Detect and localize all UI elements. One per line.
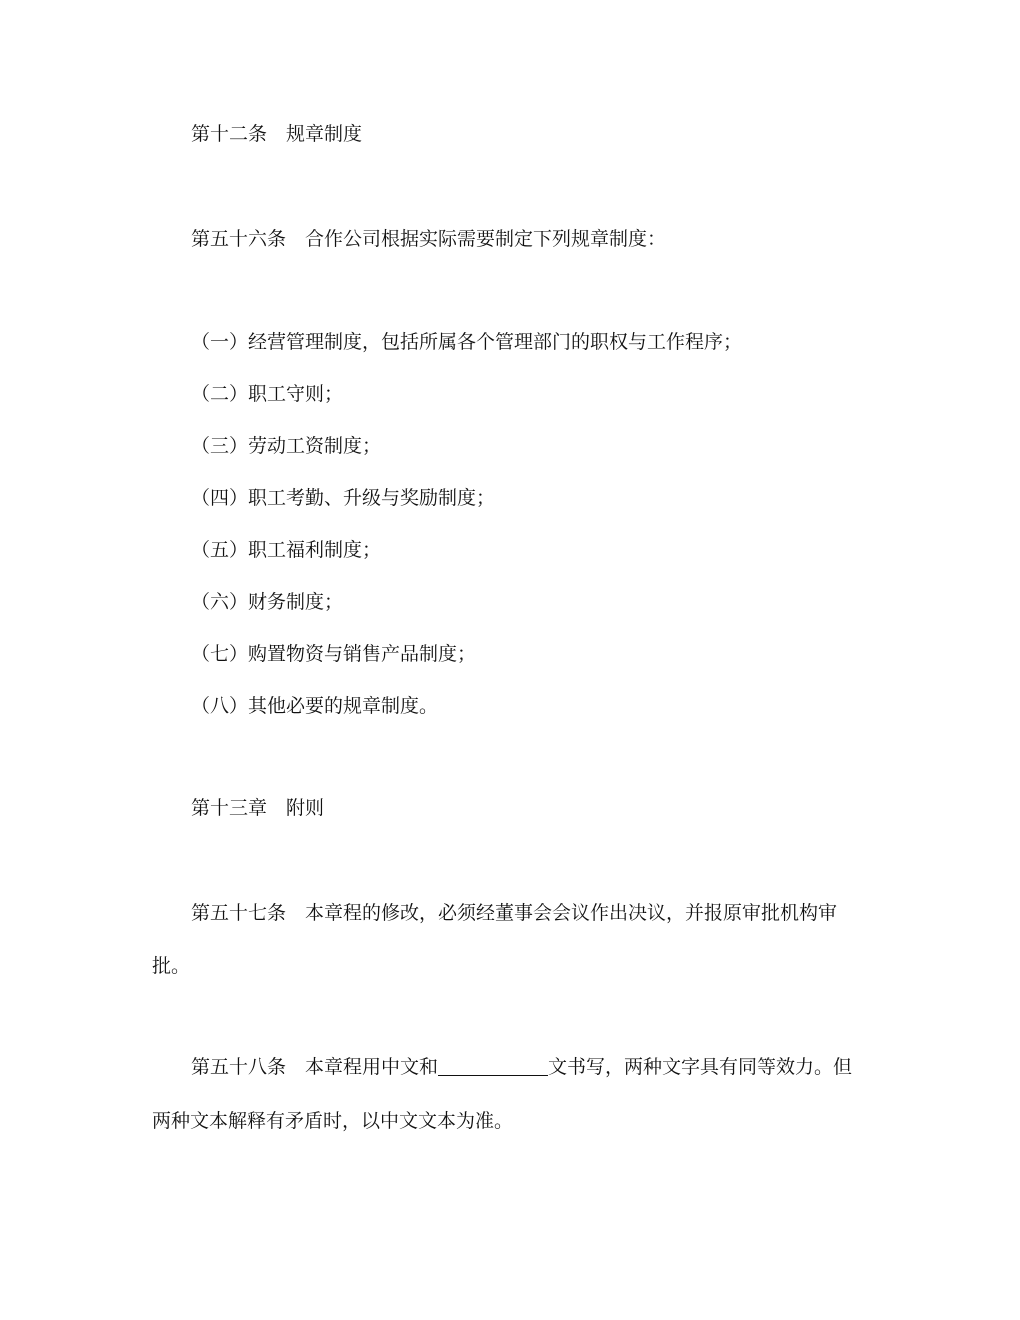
list-item: （五）职工福利制度； — [191, 539, 382, 561]
fill-in-blank — [438, 1055, 548, 1076]
article-title: 规章制度 — [286, 123, 363, 145]
article-56 — [191, 225, 666, 253]
list-item: （一）经营管理制度，包括所属各个管理部门的职权与工作程序； — [191, 331, 743, 353]
article-text: 文书写，两种文字具有同等效力。但 — [548, 1056, 853, 1078]
article-text: 本章程的修改，必须经董事会会议作出决议，并报原审批机构审 — [305, 902, 838, 924]
chapter-13-heading — [191, 794, 324, 822]
article-text: 合作公司根据实际需要制定下列规章制度： — [305, 228, 667, 250]
chapter-number: 第十三章 — [191, 797, 268, 819]
article-number: 第五十七条 — [191, 902, 287, 924]
list-item: （八）其他必要的规章制度。 — [191, 695, 439, 717]
article-text: 本章程用中文和 — [305, 1056, 439, 1078]
article-number: 第十二条 — [191, 123, 268, 145]
article-number: 第五十八条 — [191, 1056, 287, 1078]
chapter-title: 附则 — [286, 797, 325, 819]
article-number: 第五十六条 — [191, 228, 287, 250]
list-item: （二）职工守则； — [191, 383, 344, 405]
article-57-line-1 — [191, 899, 837, 927]
article-58-line-1 — [191, 1053, 852, 1081]
article-12-heading — [191, 120, 362, 148]
list-item: （三）劳动工资制度； — [191, 435, 382, 457]
list-item: （四）职工考勤、升级与奖励制度； — [191, 487, 496, 509]
article-57-line-2: 批。 — [152, 955, 191, 977]
list-item: （七）购置物资与销售产品制度； — [191, 643, 477, 665]
article-58-line-2: 两种文本解释有矛盾时，以中文文本为准。 — [152, 1110, 514, 1132]
list-item: （六）财务制度； — [191, 591, 344, 613]
